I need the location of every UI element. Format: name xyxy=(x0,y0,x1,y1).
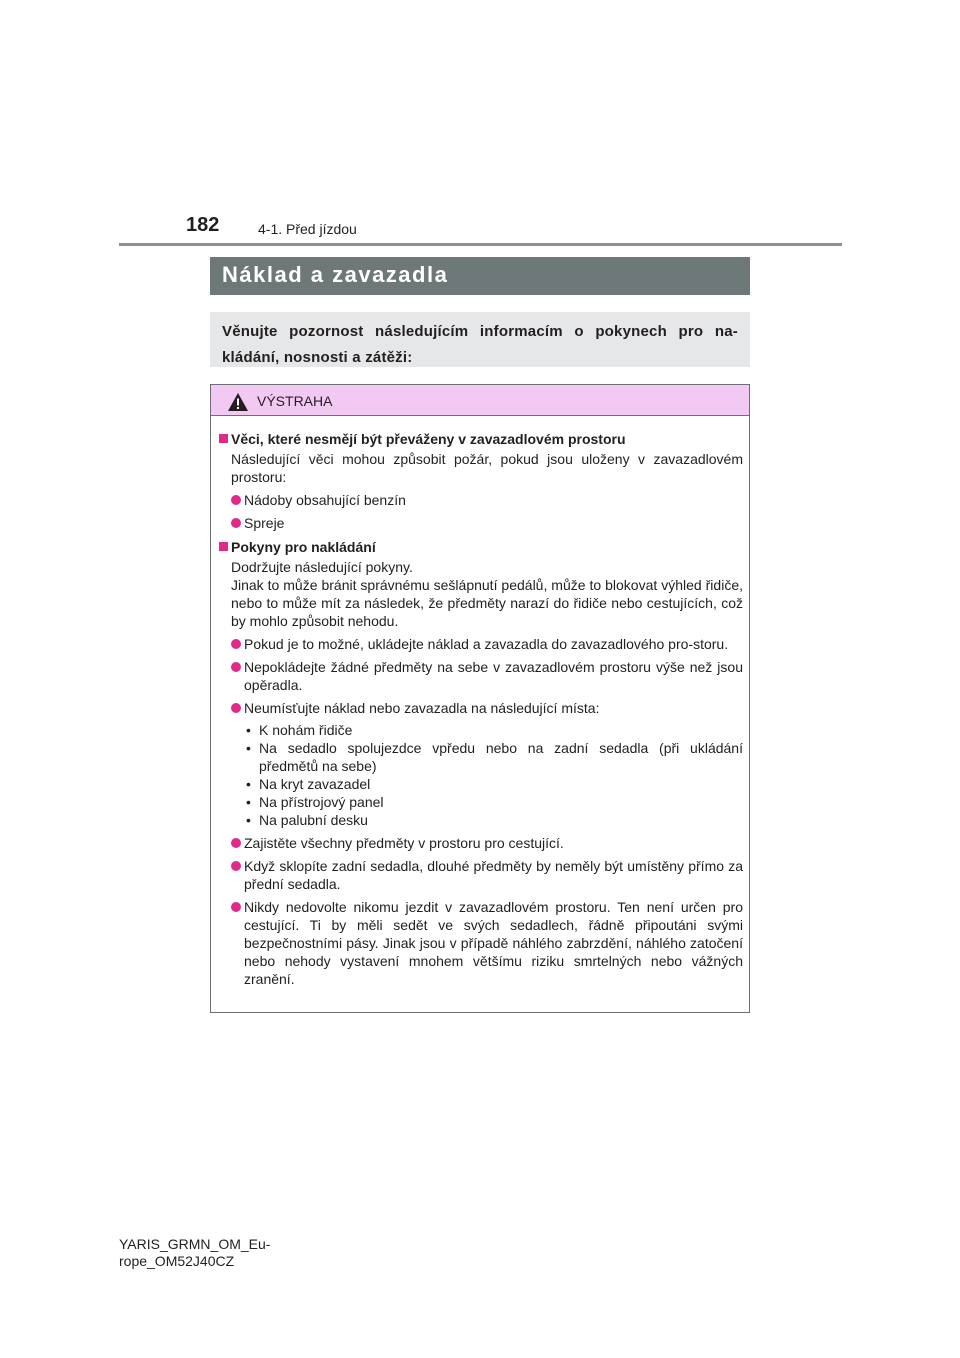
list-item xyxy=(219,699,743,829)
list-item-text: Neumísťujte náklad nebo zavazadla na následující místa: xyxy=(244,700,600,716)
sub-list-item xyxy=(244,811,743,829)
sub-list-item-text: Na kryt zavazadel xyxy=(259,776,371,792)
list-item-text: Nepokládejte žádné předměty na sebe v zavazadlovém prostoru výše než jsou opěradla. xyxy=(244,659,743,693)
list-item-text: Pokud je to možné, ukládejte náklad a zavazadla do zavazadlového pro-storu. xyxy=(244,636,729,652)
section-paragraphs xyxy=(219,558,743,630)
sub-list-item xyxy=(244,775,743,793)
header-rule xyxy=(119,243,842,246)
list-item xyxy=(219,834,743,852)
small-bullet-icon: • xyxy=(246,740,251,756)
square-bullet-icon xyxy=(219,434,228,443)
sub-list-item-text: Na sedadlo spolujezdce vpředu nebo na zadní sedadla (při ukládání předmětů na sebe) xyxy=(259,740,743,774)
sub-list xyxy=(244,721,743,829)
intro-box: Věnujte pozornost následujícím informacím o pokynech pro na-kládání, nosnosti a zátěži: xyxy=(210,312,750,367)
sub-list-item xyxy=(244,721,743,739)
warning-section xyxy=(219,538,743,988)
warning-box xyxy=(210,384,750,1013)
document-id xyxy=(119,1236,270,1270)
warning-title: VÝSTRAHA xyxy=(257,393,333,409)
round-bullet-icon xyxy=(231,838,241,848)
document-id-line-1: YARIS_GRMN_OM_Eu- xyxy=(119,1236,271,1252)
round-bullet-icon xyxy=(231,902,241,912)
round-bullet-icon xyxy=(231,639,241,649)
paragraph: Jinak to může bránit správnému sešlápnutí pedálů, může to blokovat výhled řidiče, nebo to může mít za následek, že předměty narazí do řidiče nebo cestujících, což by mohlo způsobit nehodu. xyxy=(231,577,743,629)
list-item xyxy=(219,898,743,988)
document-id-line-2: rope_OM52J40CZ xyxy=(119,1253,235,1269)
warning-section xyxy=(219,430,743,532)
list-item-text: Nikdy nedovolte nikomu jezdit v zavazadlovém prostoru. Ten není určen pro cestující. Ti by měli sedět ve svých sedadlech, řádně připoutáni svými bezpečnostními pásy. Jinak jsou v případě náhlého zabrzdění, náhlého zatočení nebo nehody vystavení mnohem většímu riziku smrtelných nebo vážných zranění. xyxy=(244,899,743,987)
round-bullet-icon xyxy=(231,662,241,672)
list-item-text: Zajistěte všechny předměty v prostoru pro cestující. xyxy=(244,835,564,851)
sub-list-item-text: K nohám řidiče xyxy=(259,722,353,738)
paragraph: Dodržujte následující pokyny. xyxy=(231,559,413,575)
section-path: 4-1. Před jízdou xyxy=(258,221,357,237)
list-item-text: Když sklopíte zadní sedadla, dlouhé předměty by neměly být umístěny přímo za přední sedadla. xyxy=(244,858,743,892)
list-item xyxy=(219,491,743,509)
list-item-text: Nádoby obsahující benzín xyxy=(244,492,406,508)
round-bullet-icon xyxy=(231,703,241,713)
square-bullet-icon xyxy=(219,542,228,551)
section-heading xyxy=(219,430,743,448)
warning-header xyxy=(211,385,749,416)
list-item xyxy=(219,635,743,653)
section-heading xyxy=(219,538,743,556)
bullet-list xyxy=(219,491,743,532)
section-heading-text: Věci, které nesmějí být převáženy v zavazadlovém prostoru xyxy=(231,431,626,447)
sub-list-item xyxy=(244,793,743,811)
warning-triangle-icon xyxy=(227,392,249,412)
list-item xyxy=(219,857,743,893)
list-item xyxy=(219,658,743,694)
round-bullet-icon xyxy=(231,861,241,871)
small-bullet-icon: • xyxy=(246,794,251,810)
list-item-text: Spreje xyxy=(244,515,285,531)
sub-list-item-text: Na přístrojový panel xyxy=(259,794,384,810)
bullet-list xyxy=(219,635,743,988)
small-bullet-icon: • xyxy=(246,812,251,828)
small-bullet-icon: • xyxy=(246,722,251,738)
list-item xyxy=(219,514,743,532)
section-paragraphs xyxy=(219,450,743,486)
warning-body xyxy=(219,430,743,988)
page-number: 182 xyxy=(186,214,220,236)
sub-list-item xyxy=(244,739,743,775)
page-title: Náklad a zavazadla xyxy=(210,257,750,295)
round-bullet-icon xyxy=(231,518,241,528)
paragraph: Následující věci mohou způsobit požár, pokud jsou uloženy v zavazadlovém prostoru: xyxy=(231,451,743,485)
round-bullet-icon xyxy=(231,495,241,505)
sub-list-item-text: Na palubní desku xyxy=(259,812,368,828)
section-heading-text: Pokyny pro nakládání xyxy=(231,539,376,555)
small-bullet-icon: • xyxy=(246,776,251,792)
